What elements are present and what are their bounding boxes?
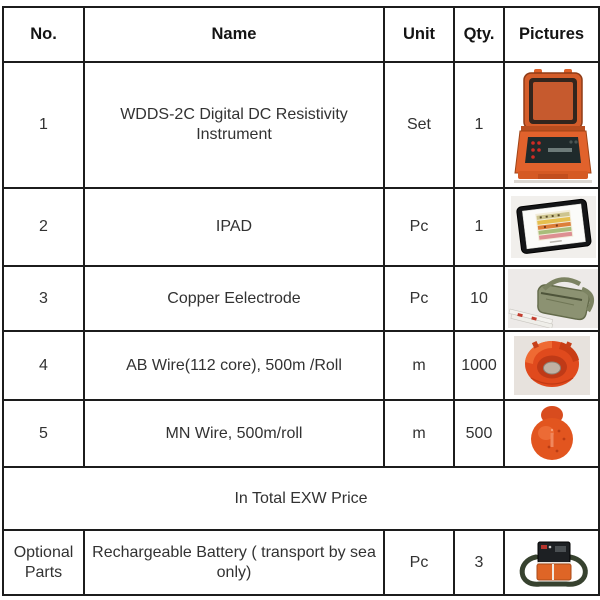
row4-unit: m — [384, 331, 454, 400]
row4-qty: 1000 — [454, 331, 504, 400]
electrode-bag-photo — [508, 269, 599, 328]
table-row-4 — [3, 331, 599, 400]
row4-no: 4 — [3, 331, 84, 400]
row5-picture-cell — [504, 400, 599, 467]
battery-pack-photo — [508, 533, 598, 592]
table-row-3 — [3, 266, 599, 331]
row2-unit: Pc — [384, 188, 454, 266]
row2-qty: 1 — [454, 188, 504, 266]
summary-label: In Total EXW Price — [3, 467, 599, 530]
table-row-5 — [3, 400, 599, 467]
row1-no: 1 — [3, 62, 84, 188]
row3-unit: Pc — [384, 266, 454, 331]
header-unit: Unit — [384, 7, 454, 62]
table-row-optional — [3, 530, 599, 595]
tablet-photo — [508, 191, 599, 263]
header-qty: Qty. — [454, 7, 504, 62]
row5-name: MN Wire, 500m/roll — [84, 400, 384, 467]
mn-wire-roll-photo — [519, 403, 585, 464]
product-table — [2, 6, 600, 596]
row1-unit: Set — [384, 62, 454, 188]
header-pictures: Pictures — [504, 7, 599, 62]
row4-picture-cell — [504, 331, 599, 400]
optional-name: Rechargeable Battery ( transport by sea only) — [84, 530, 384, 595]
row2-no: 2 — [3, 188, 84, 266]
row3-picture-cell — [504, 266, 599, 331]
row4-name: AB Wire(112 core), 500m /Roll — [84, 331, 384, 400]
ab-wire-coil-photo — [511, 334, 593, 397]
table-row-2 — [3, 188, 599, 266]
table-header-row — [3, 7, 599, 62]
row1-picture-cell — [504, 62, 599, 188]
row3-name: Copper Eelectrode — [84, 266, 384, 331]
row5-qty: 500 — [454, 400, 504, 467]
table-row-1 — [3, 62, 599, 188]
row5-no: 5 — [3, 400, 84, 467]
row1-name: WDDS-2C Digital DC Resistivity Instrument — [84, 62, 384, 188]
header-name: Name — [84, 7, 384, 62]
summary-row — [3, 467, 599, 530]
row2-name: IPAD — [84, 188, 384, 266]
row1-qty: 1 — [454, 62, 504, 188]
optional-no: Optional Parts — [3, 530, 84, 595]
row3-qty: 10 — [454, 266, 504, 331]
optional-picture-cell — [504, 530, 599, 595]
optional-unit: Pc — [384, 530, 454, 595]
row3-no: 3 — [3, 266, 84, 331]
row2-picture-cell — [504, 188, 599, 266]
header-no: No. — [3, 7, 84, 62]
optional-qty: 3 — [454, 530, 504, 595]
resistivity-instrument-photo — [508, 65, 599, 185]
row5-unit: m — [384, 400, 454, 467]
